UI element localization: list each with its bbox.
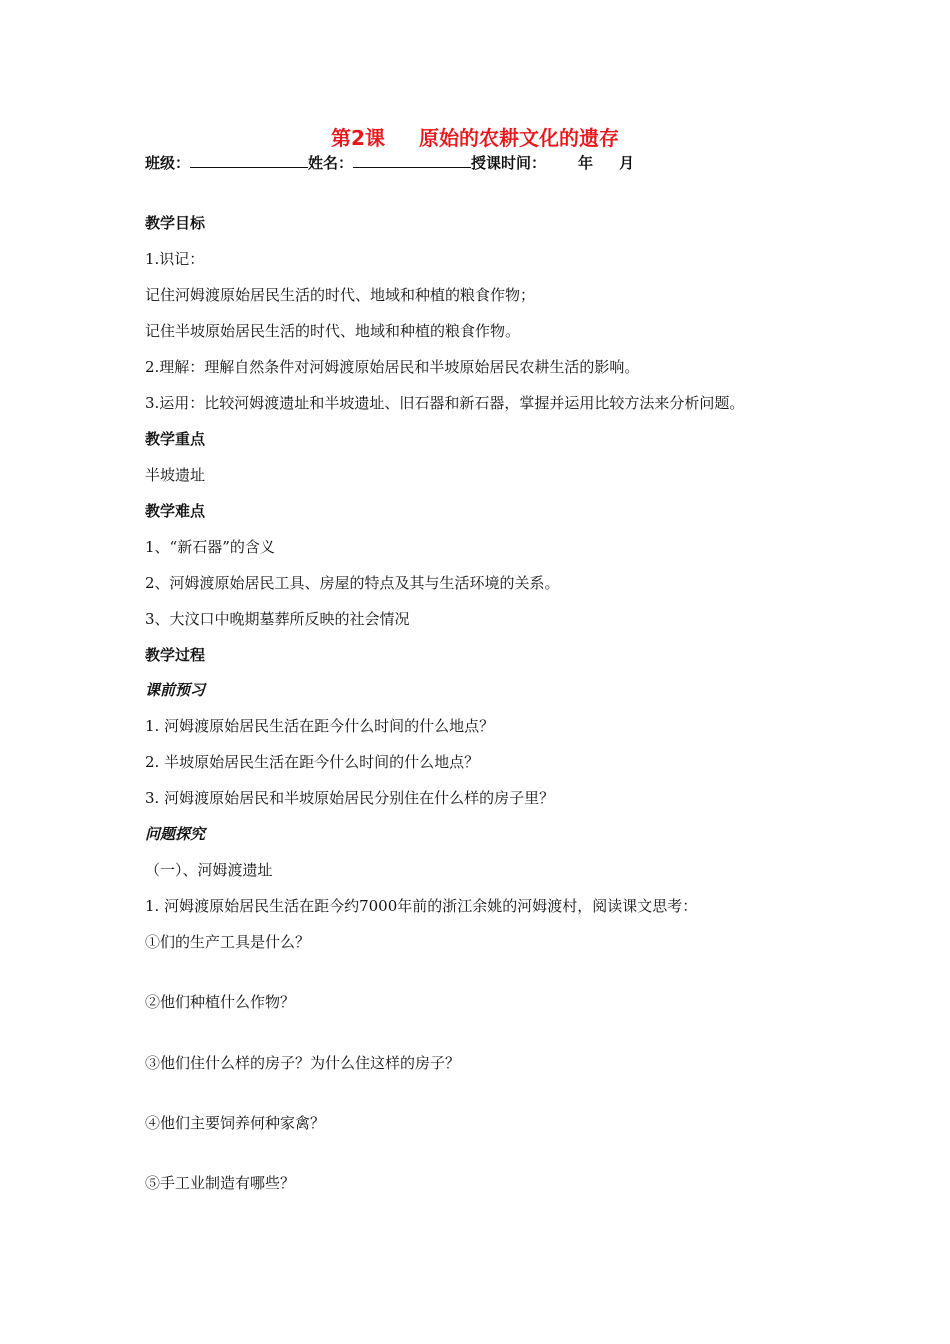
- goal-item-1b: 记住半坡原始居民生活的时代、地域和种植的粮食作物。: [145, 322, 521, 340]
- preview-item: 3. 河姆渡原始居民和半坡原始居民分别住在什么样的房子里？: [145, 789, 555, 807]
- name-label: 姓名：: [308, 154, 354, 172]
- info-line: [145, 152, 634, 173]
- month-label: 月: [619, 154, 635, 172]
- goals-heading: 教学目标: [145, 214, 206, 232]
- goal-item-1: 1.识记：: [145, 250, 205, 268]
- difficulty-item: 2、河姆渡原始居民工具、房屋的特点及其与生活环境的关系。: [145, 574, 560, 592]
- lesson-name: 原始的农耕文化的遗存: [418, 126, 619, 150]
- difficulties-heading: 教学难点: [145, 502, 206, 520]
- preview-heading: 课前预习: [145, 681, 206, 699]
- preview-item: 1. 河姆渡原始居民生活在距今什么时间的什么地点？: [145, 717, 495, 735]
- process-heading: 教学过程: [145, 646, 206, 664]
- inquiry-question: ②他们种植什么作物？: [145, 993, 296, 1011]
- inquiry-question: ③他们住什么样的房子？为什么住这样的房子？: [145, 1054, 461, 1072]
- class-label: 班级：: [145, 154, 191, 172]
- goal-item-3: 3.运用：比较河姆渡遗址和半坡遗址、旧石器和新石器，掌握并运用比较方法来分析问题。: [145, 394, 745, 412]
- key-points-heading: 教学重点: [145, 430, 206, 448]
- page-title: [0, 122, 950, 151]
- inquiry-section: （一）、河姆渡遗址: [145, 861, 273, 879]
- name-blank[interactable]: [353, 153, 471, 168]
- inquiry-heading: 问题探究: [145, 825, 206, 843]
- year-label: 年: [578, 154, 594, 172]
- goal-item-2: 2.理解：理解自然条件对河姆渡原始居民和半坡原始居民农耕生活的影响。: [145, 358, 640, 376]
- goal-item-1a: 记住河姆渡原始居民生活的时代、地域和种植的粮食作物；: [145, 286, 536, 304]
- time-label: 授课时间：: [471, 154, 547, 172]
- preview-item: 2. 半坡原始居民生活在距今什么时间的什么地点？: [145, 753, 480, 771]
- inquiry-question: ⑤手工业制造有哪些？: [145, 1174, 296, 1192]
- key-points-text: 半坡遗址: [145, 466, 206, 484]
- inquiry-intro: 1. 河姆渡原始居民生活在距今约7000年前的浙江余姚的河姆渡村，阅读课文思考：: [145, 897, 698, 915]
- inquiry-question: ④他们主要饲养何种家禽？: [145, 1114, 326, 1132]
- inquiry-question: ①们的生产工具是什么？: [145, 933, 311, 951]
- lesson-number: 第2课: [331, 126, 385, 150]
- class-blank[interactable]: [190, 153, 308, 168]
- difficulty-item: 1、“新石器”的含义: [145, 538, 275, 556]
- difficulty-item: 3、大汶口中晚期墓葬所反映的社会情况: [145, 610, 410, 628]
